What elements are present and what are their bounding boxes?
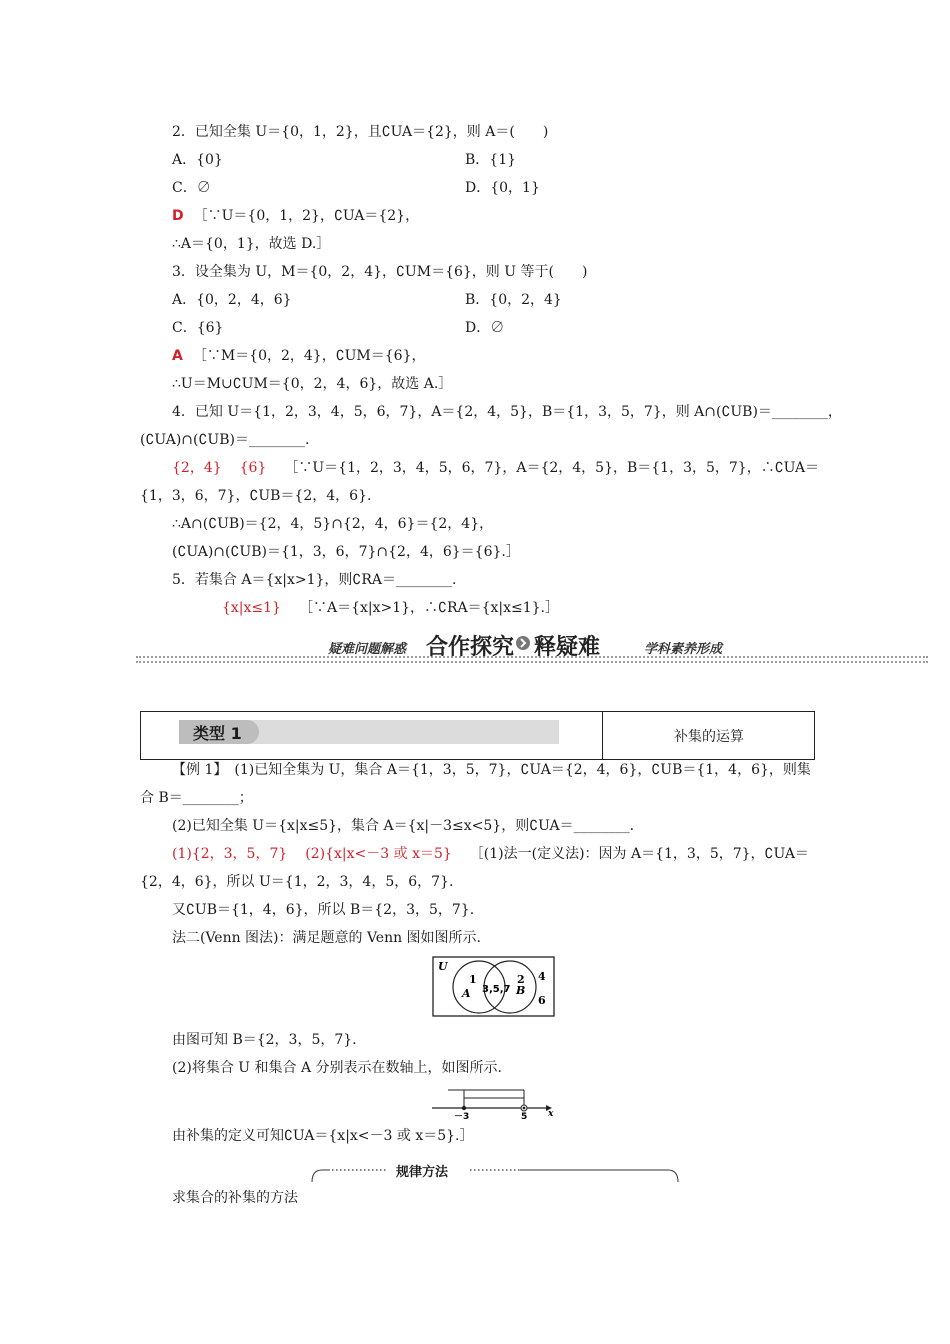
q5-answer-line xyxy=(222,598,559,618)
q5-answer: {x|x≤1} xyxy=(222,600,281,616)
ex1-stem-3: (2)已知全集 U＝{x|x≤5}，集合 A＝{x|－3≤x<5}，则∁UA＝________. xyxy=(172,818,635,834)
banner-title: 合作探究 xyxy=(426,635,515,660)
q2-explain-1: ［∵U＝{0，1，2}，∁UA＝{2}， xyxy=(193,208,420,224)
method-rule-header xyxy=(310,1162,680,1184)
q3-option-d[interactable]: D．∅ xyxy=(465,320,505,336)
banner-divider-2 xyxy=(136,661,928,663)
method-rule-label: 规律方法 xyxy=(394,1161,450,1180)
q4-answer-line xyxy=(172,458,819,478)
venn-label-a: A xyxy=(462,987,471,1000)
banner-right-text: 学科素养形成 xyxy=(644,642,723,657)
q2-explain-2: ∴A＝{0，1}，故选 D.］ xyxy=(172,236,331,252)
q3-stem: 3．设全集为 U，M＝{0，2，4}，∁UM＝{6}，则 U 等于( ) xyxy=(172,264,588,280)
method-title: 求集合的补集的方法 xyxy=(172,1190,298,1206)
type-tag xyxy=(179,720,559,744)
banner-divider xyxy=(136,656,928,658)
ex1-explain-7: 由补集的定义可知∁UA＝{x|x<－3 或 x＝5}.］ xyxy=(172,1128,474,1144)
q4-explain-3: ∴A∩(∁UB)＝{2，4，5}∩{2，4，6}＝{2，4}， xyxy=(172,516,494,532)
ex1-answer-2: (2){x|x<－3 或 x＝5} xyxy=(305,846,452,862)
axis-label-5: 5 xyxy=(521,1112,528,1120)
section-title-cell xyxy=(602,712,815,759)
ex1-explain-3: 又∁UB＝{1，4，6}，所以 B＝{2，3，5，7}. xyxy=(172,902,475,918)
banner-left-text: 疑难问题解惑 xyxy=(328,642,407,657)
section-title: 补集的运算 xyxy=(674,728,744,745)
ex1-answer-1: (1){2，3，5，7} xyxy=(172,846,288,862)
q3-explain-2: ∴U＝M∪∁UM＝{0，2，4，6}，故选 A.］ xyxy=(172,376,453,392)
q4-explain-2: {1，3，6，7}，∁UB＝{2，4，6}. xyxy=(140,488,372,504)
venn-diagram xyxy=(432,956,556,1018)
venn-label-mid: 3,5,7 xyxy=(482,984,511,995)
venn-label-u: U xyxy=(438,960,448,973)
q2-answer-line xyxy=(172,206,419,226)
number-line xyxy=(430,1086,562,1120)
venn-label-4: 4 xyxy=(538,970,546,983)
q2-option-a[interactable]: A．{0} xyxy=(172,152,223,168)
ex1-explain-4: 法二(Venn 图法)：满足题意的 Venn 图如图所示. xyxy=(172,930,482,946)
venn-label-2: 2 xyxy=(517,973,525,986)
q2-option-b[interactable]: B．{1} xyxy=(465,152,517,168)
q4-answer-1: {2，4} xyxy=(172,460,222,476)
q3-option-b[interactable]: B．{0，2，4} xyxy=(465,292,562,308)
q3-answer: A xyxy=(172,348,183,364)
q5-explain: ［∵A＝{x|x>1}，∴∁RA＝{x|x≤1}.］ xyxy=(298,600,560,616)
section-banner xyxy=(136,628,928,664)
ex1-explain-2: {2，4，6}，所以 U＝{1，2，3，4，5，6，7}. xyxy=(140,874,454,890)
venn-label-1: 1 xyxy=(469,973,477,986)
ex1-answer-line xyxy=(172,844,809,864)
q2-option-d[interactable]: D．{0，1} xyxy=(465,180,540,196)
axis-label-neg3: －3 xyxy=(454,1112,470,1120)
q4-stem-2: (∁UA)∩(∁UB)＝________. xyxy=(140,432,310,448)
q3-explain-1: ［∵M＝{0，2，4}，∁UM＝{6}， xyxy=(192,348,426,364)
ex1-stem-2: 合 B＝________； xyxy=(140,790,253,806)
ex1-stem-1: 【例 1】 (1)已知全集为 U，集合 A＝{1，3，5，7}，∁UA＝{2，4，6}，∁UB＝{1，4，6}，则集 xyxy=(172,762,811,778)
type-tag-label: 类型 1 xyxy=(193,724,242,743)
q4-stem-1: 4．已知 U＝{1，2，3，4，5，6，7}，A＝{2，4，5}，B＝{1，3，5，7}，则 A∩(∁UB)＝________， xyxy=(172,404,842,420)
q5-stem: 5．若集合 A＝{x|x>1}，则∁RA＝________. xyxy=(172,572,457,588)
section-type-table xyxy=(140,711,815,760)
q2-option-c[interactable]: C．∅ xyxy=(172,180,211,196)
venn-label-b: B xyxy=(516,984,526,997)
q3-answer-line xyxy=(172,346,425,366)
q2-answer: D xyxy=(172,208,184,224)
axis-label-x: x xyxy=(548,1109,554,1119)
banner-arrow-icon xyxy=(516,636,530,650)
ex1-explain-1: ［(1)法一(定义法)：因为 A＝{1，3，5，7}，∁UA＝ xyxy=(469,846,809,862)
banner-title-2: 释疑难 xyxy=(534,635,601,660)
ex1-explain-5: 由图可知 B＝{2，3，5，7}. xyxy=(172,1032,357,1048)
q3-option-a[interactable]: A．{0，2，4，6} xyxy=(172,292,292,308)
q3-option-c[interactable]: C．{6} xyxy=(172,320,224,336)
q4-explain-4: (∁UA)∩(∁UB)＝{1，3，6，7}∩{2，4，6}＝{6}.］ xyxy=(172,544,520,560)
venn-label-6: 6 xyxy=(538,994,546,1007)
q4-explain-1: ［∵U＝{1，2，3，4，5，6，7}，A＝{2，4，5}，B＝{1，3，5，7}，∴∁UA＝ xyxy=(284,460,820,476)
q4-answer-2: {6} xyxy=(239,460,267,476)
method-rule-frame xyxy=(310,1162,680,1184)
ex1-explain-6: (2)将集合 U 和集合 A 分别表示在数轴上，如图所示. xyxy=(172,1060,502,1076)
q2-stem: 2．已知全集 U＝{0，1，2}，且∁UA＝{2}，则 A＝( ) xyxy=(172,124,549,140)
